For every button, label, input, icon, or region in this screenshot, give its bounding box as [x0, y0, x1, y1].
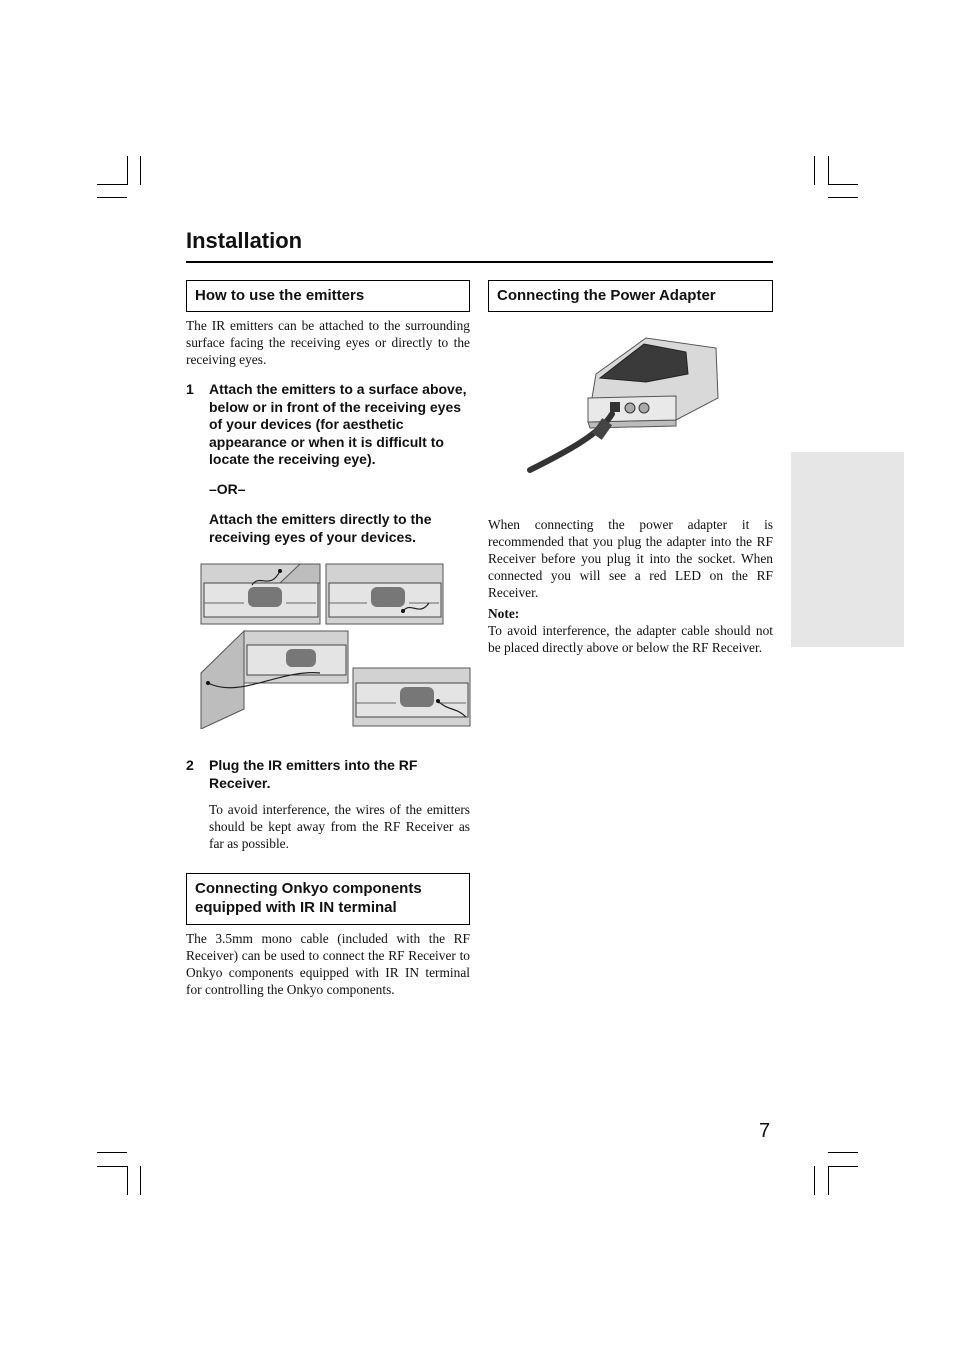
page-number: 7 [759, 1120, 771, 1142]
page-title: Installation [186, 228, 303, 253]
step-2 [186, 757, 471, 797]
step-2-text: Plug the IR emitters into the RF Receiver. [209, 757, 418, 791]
step-1 [186, 381, 471, 471]
power-adapter-illustration [526, 334, 722, 476]
section-heading-power-adapter: Connecting the Power Adapter [488, 280, 773, 312]
step-2-number: 2 [186, 757, 194, 773]
power-adapter-body: When connecting the power adapter it is recommended that you plug the adapter into the RF Receiver before you plug it into the socket. When connected you will see a red LED on the RF Receiver. [488, 517, 773, 600]
emitters-intro: The IR emitters can be attached to the surrounding surface facing the receiving eyes or directly to the receiving eyes. [186, 318, 470, 367]
side-tab [791, 452, 904, 647]
emitter-illustration-front [201, 631, 348, 729]
emitter-placement-illustration [200, 563, 472, 729]
or-separator: –OR– [209, 481, 246, 497]
power-adapter-note-label: Note: [488, 606, 520, 621]
title-rule [186, 261, 773, 263]
step-1-text: Attach the emitters to a surface above, below or in front of the receiving eyes of your devices (for aesthetic appearance or when it is difficult to locate the receiving eye). [209, 381, 467, 468]
emitter-illustration-below [326, 564, 443, 624]
section-heading-onkyo-components: Connecting Onkyo components equipped with IR IN terminal [186, 873, 470, 925]
step-1-number: 1 [186, 381, 194, 397]
emitter-illustration-above [201, 564, 320, 624]
step-2-detail: To avoid interference, the wires of the emitters should be kept away from the RF Receiver as far as possible. [209, 802, 470, 851]
alt-step-text: Attach the emitters directly to the receiving eyes of your devices. [209, 511, 432, 545]
onkyo-components-body: The 3.5mm mono cable (included with the RF Receiver) can be used to connect the RF Receiver to Onkyo components equipped with IR IN terminal for controlling the Onkyo components. [186, 931, 470, 997]
section-heading-emitters: How to use the emitters [186, 280, 470, 312]
emitter-illustration-direct [353, 668, 470, 726]
power-adapter-note-text: To avoid interference, the adapter cable should not be placed directly above or below the RF Receiver. [488, 623, 773, 655]
